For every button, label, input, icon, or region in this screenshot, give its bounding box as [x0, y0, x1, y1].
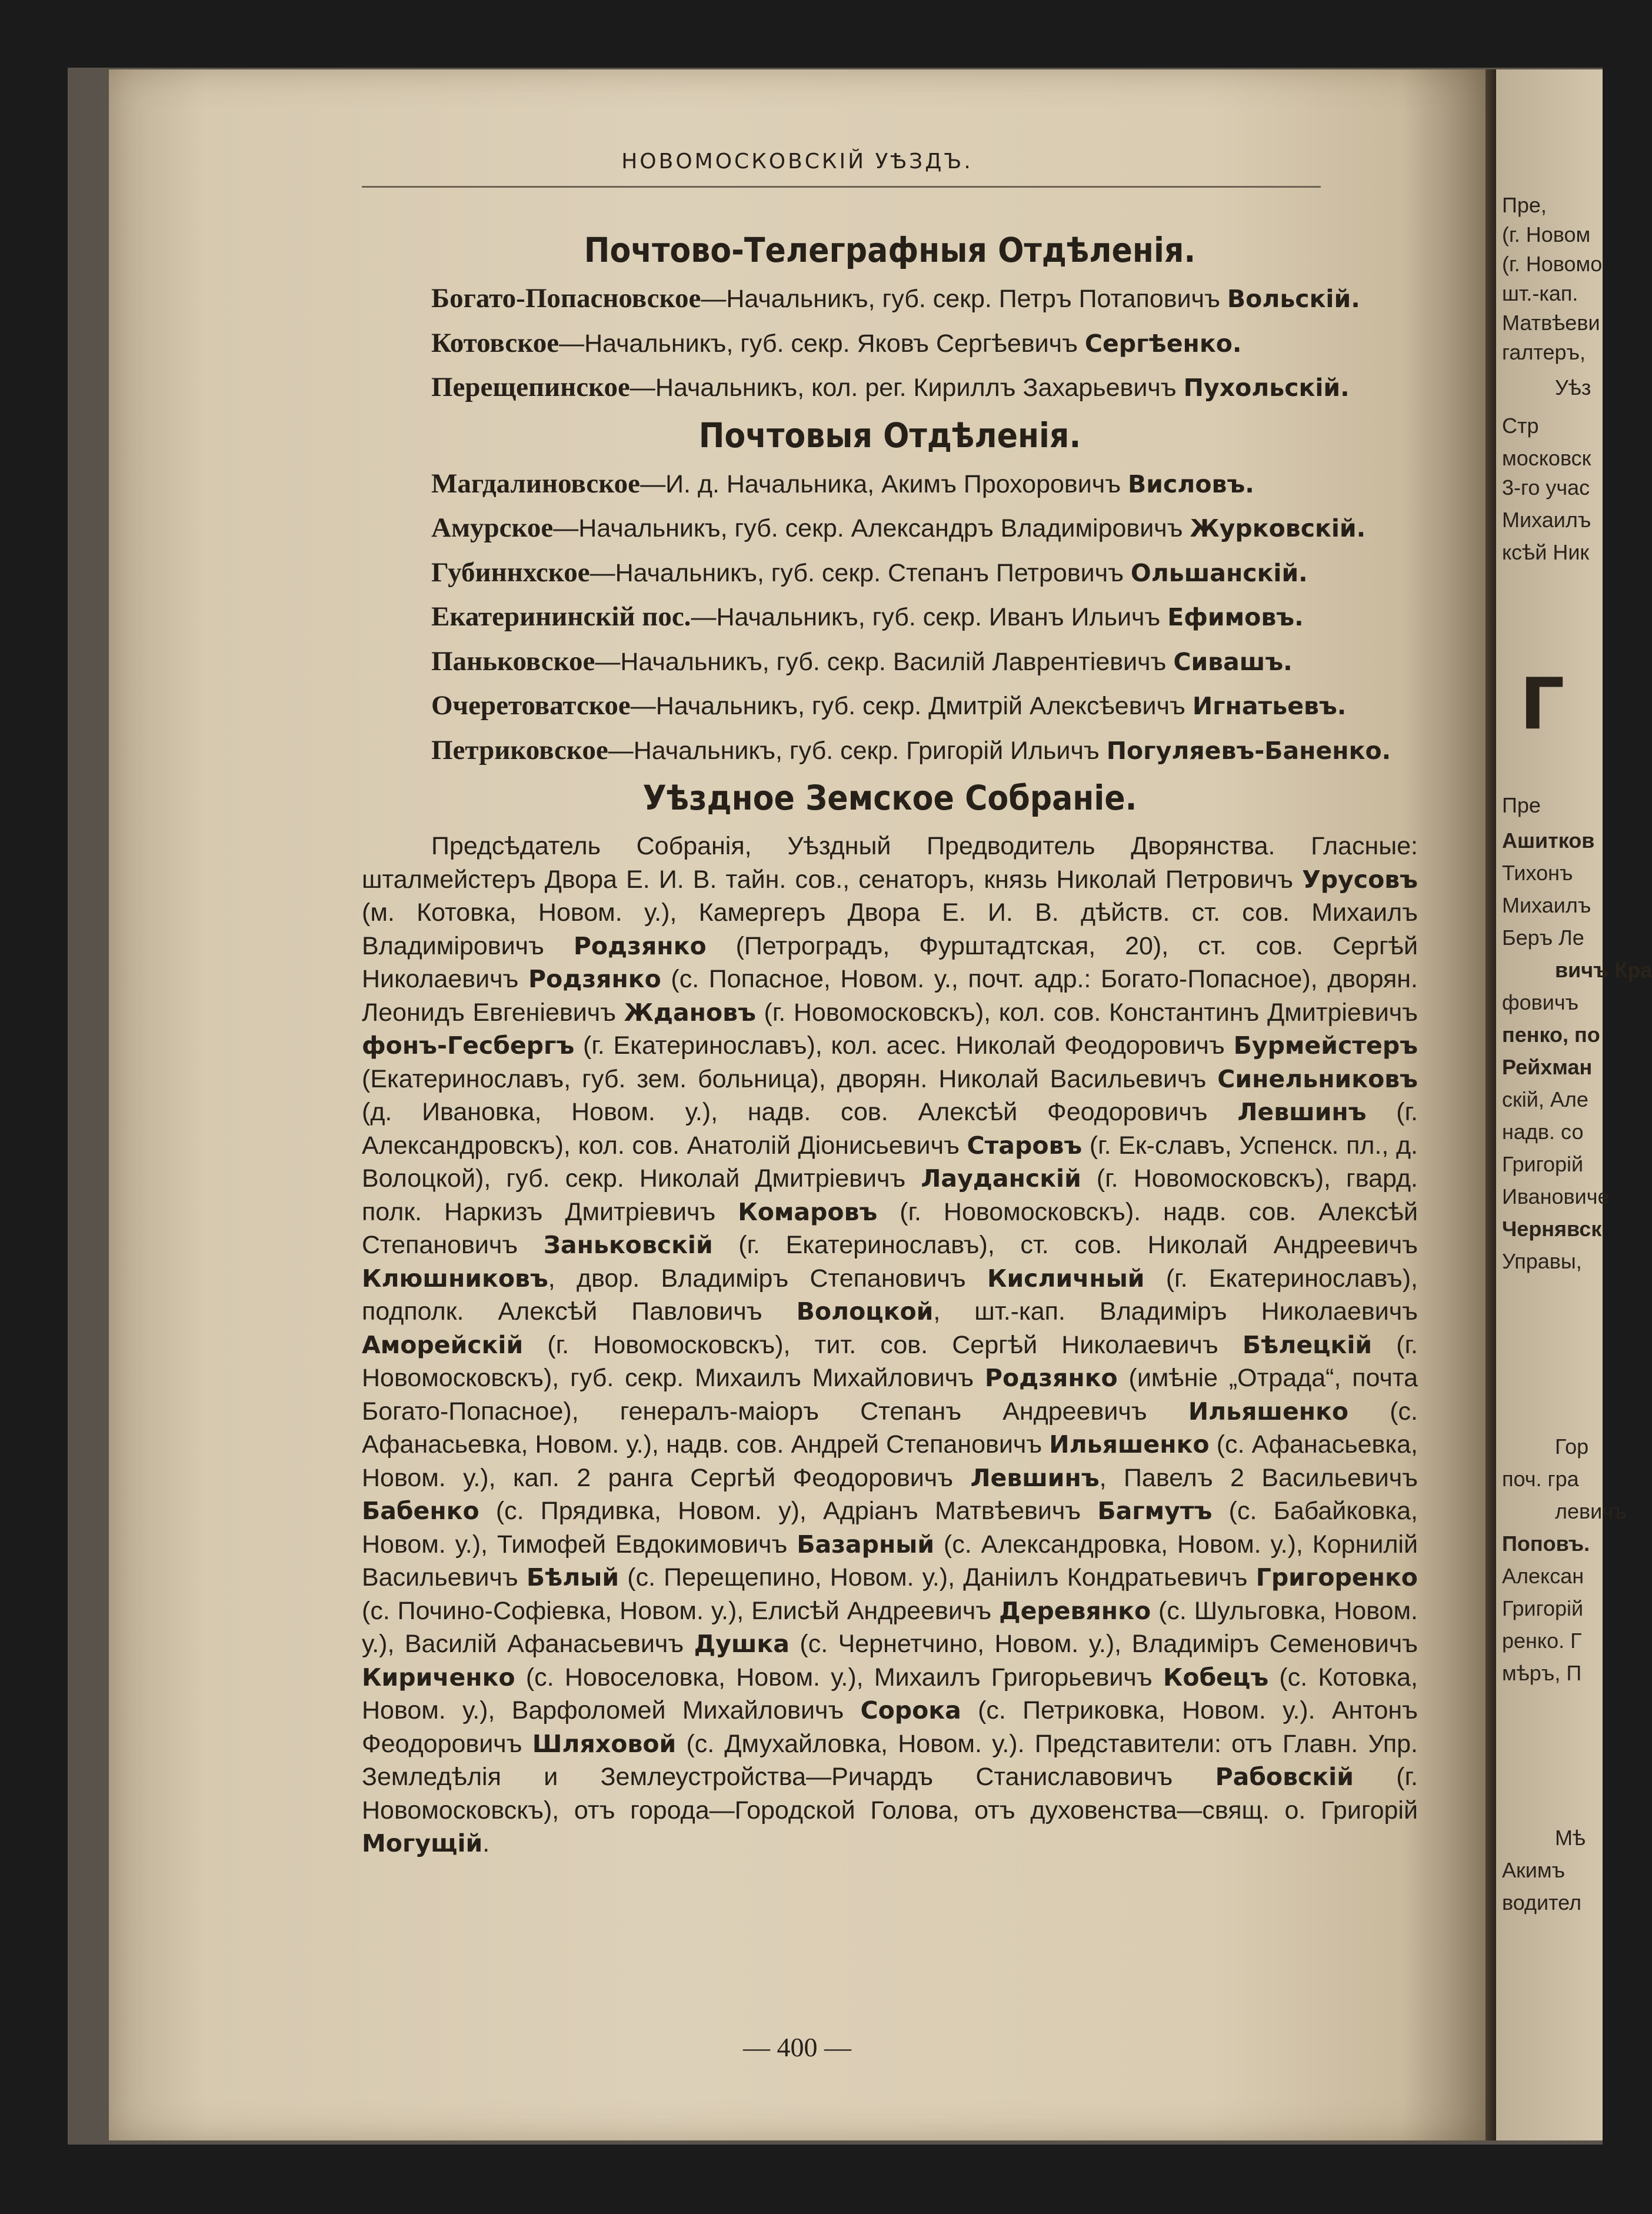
assembly-text: , двор. Владиміръ Степановичъ	[548, 1264, 987, 1293]
right-page-line: Ивановиче	[1502, 1184, 1610, 1208]
member-surname: Волоцкой	[796, 1297, 934, 1326]
office-officer: —Начальникъ, губ. секр. Григорій Ильичъ	[608, 736, 1107, 765]
right-page-line: (г. Новомо	[1502, 252, 1603, 276]
assembly-text: (г. Екатеринославъ), ст. сов. Николай Андреевичъ	[712, 1231, 1418, 1259]
right-page-line: 3-го учас	[1502, 475, 1590, 500]
assembly-text: (с. Дмухайловка, Новом. у.). Представители: отъ Главн. Упр. Земледѣлія и Землеустройства—Ричардъ Станиславовичъ	[362, 1729, 1418, 1791]
office-entry	[362, 327, 1418, 361]
office-entry	[362, 467, 1418, 501]
member-surname: фонъ-Гесбергъ	[362, 1031, 575, 1060]
assembly-text: (с. Перещепино, Новом. у.), Даніилъ Кондратьевичъ	[619, 1563, 1256, 1592]
office-place: Богато-Попасновское	[431, 283, 701, 314]
office-entry	[362, 556, 1418, 590]
right-page-line: Мѣ	[1555, 1826, 1586, 1850]
section-title-post: Почтовыя Отдѣленія.	[698, 415, 1081, 455]
right-page-line: скій, Але	[1502, 1087, 1588, 1111]
right-page-line: мѣръ, П	[1502, 1661, 1582, 1685]
right-page-line: Стр	[1502, 414, 1539, 438]
office-officer: —И. д. Начальника, Акимъ Прохоровичъ	[640, 470, 1128, 498]
member-surname: Родзянко	[573, 931, 707, 960]
member-surname: Урусовъ	[1302, 865, 1418, 894]
member-surname: Бурмейстеръ	[1233, 1031, 1418, 1060]
member-surname: Кисличный	[987, 1264, 1145, 1293]
officer-surname: Игнатьевъ.	[1192, 692, 1347, 720]
right-page-line: Григорій	[1502, 1596, 1584, 1620]
officer-surname: Вольскій.	[1227, 285, 1360, 313]
officer-surname: Погуляевъ-Баненко.	[1106, 736, 1391, 765]
member-surname: Деревянко	[999, 1596, 1151, 1625]
office-place: Паньковское	[431, 645, 595, 677]
right-page-line: Чернявск	[1502, 1217, 1602, 1241]
page-number: — 400 —	[743, 2032, 851, 2062]
right-page-line: галтеръ,	[1502, 340, 1586, 364]
assembly-text: .	[482, 1829, 490, 1857]
officer-surname: Ефимовъ.	[1167, 603, 1304, 631]
office-place: Очеретоватское	[431, 690, 631, 721]
office-place: Магдалиновское	[431, 468, 641, 499]
assembly-text: (г. Ек-славъ, Успенск. пл., д. Волоцкой), губ. секр. Николай Дмитріевичъ	[362, 1131, 1418, 1193]
assembly-text: (имѣніе „Отрада“, почта Богато-Попасное), генералъ-маіоръ Степанъ Андреевичъ	[362, 1364, 1418, 1426]
office-officer: —Начальникъ, губ. секр. Яковъ Сергѣевичъ	[559, 329, 1085, 358]
section-title-assembly: Уѣздное Земское Собраніе.	[642, 778, 1137, 818]
member-surname: Рабовскій	[1215, 1763, 1354, 1791]
office-place: Котовское	[431, 327, 559, 358]
right-page-line: Григорій	[1502, 1152, 1584, 1176]
assembly-text: (г. Александровскъ), кол. сов. Анатолій Діонисьевичъ	[362, 1098, 1418, 1160]
assembly-text: (г. Екатеринославъ), кол. асес. Николай Феодоровичъ	[574, 1031, 1234, 1060]
assembly-text: Предсѣдатель Собранія, Уѣздный Предводитель Дворянства. Гласные: шталмейстеръ Двора Е. И. В. тайн. сов., сенаторъ, князь Николай Петровичъ	[362, 832, 1418, 894]
office-place: Екатерининскій пос.	[431, 601, 691, 632]
office-officer: —Начальникъ, губ. секр. Дмитрій Алексѣевичъ	[630, 692, 1193, 720]
officer-surname: Сергѣенко.	[1084, 329, 1242, 358]
right-page-line: Михаилъ	[1502, 893, 1591, 917]
member-surname: Лауданскій	[921, 1164, 1081, 1193]
right-page-line: надв. со	[1502, 1120, 1584, 1144]
member-surname: Бабенко	[362, 1497, 479, 1525]
assembly-text: (с. Чернетчино, Новом. у.), Владиміръ Семеновичъ	[789, 1630, 1418, 1658]
office-place: Амурское	[431, 512, 554, 543]
assembly-text: (г. Новомосковскъ). надв. сов. Алексѣй Степановичъ	[362, 1197, 1418, 1259]
office-officer: —Начальникъ, кол. рег. Кириллъ Захарьевичъ	[630, 374, 1184, 402]
officer-surname: Сивашъ.	[1173, 647, 1293, 676]
office-officer: —Начальникъ, губ. секр. Василій Лаврентіевичъ	[595, 647, 1174, 676]
office-entry	[362, 511, 1418, 545]
right-page-line: Г	[1520, 664, 1565, 745]
right-page-line: Акимъ	[1502, 1858, 1566, 1882]
right-page-line: фовичъ	[1502, 990, 1579, 1014]
assembly-text: (с. Александровка, Новом. у.), Корнилій Васильевичъ	[362, 1530, 1418, 1592]
right-page-line: Алексан	[1502, 1564, 1584, 1588]
member-surname: Левшинъ	[970, 1463, 1100, 1492]
member-surname: Шляховой	[532, 1729, 677, 1758]
office-entry	[362, 689, 1418, 723]
member-surname: Сорока	[860, 1696, 961, 1724]
member-surname: Кобецъ	[1163, 1663, 1269, 1692]
header-rule	[362, 186, 1321, 188]
right-page-line: пенко, по	[1502, 1023, 1600, 1047]
officer-surname: Журковскій.	[1190, 514, 1366, 542]
office-entry	[362, 371, 1418, 405]
right-page-line: поч. гра	[1502, 1467, 1579, 1491]
assembly-text: (с. Попасное, Новом. у., почт. адр.: Богато-Попасное), дворян. Леонидъ Евгеніевичъ	[362, 965, 1418, 1027]
member-surname: Ильяшенко	[1049, 1430, 1210, 1459]
post-offices-list	[362, 467, 1418, 768]
member-surname: Могущій	[362, 1829, 483, 1857]
book-spine	[1486, 69, 1496, 2140]
right-page-fragment	[1496, 69, 1652, 2140]
member-surname: Левшинъ	[1237, 1098, 1367, 1126]
right-page-line: Беръ Ле	[1502, 925, 1584, 950]
running-head: НОВОМОСКОВСКІЙ УѢЗДЪ.	[621, 149, 973, 174]
right-page-line: Уѣз	[1555, 375, 1591, 399]
right-page-line: Поповъ.	[1502, 1532, 1590, 1556]
right-page-line: Гор	[1555, 1434, 1589, 1459]
assembly-text: (с. Афанасьевка, Новом. у.), надв. сов. Андрей Степановичъ	[362, 1397, 1418, 1459]
member-surname: Ждановъ	[624, 998, 756, 1027]
right-page-line: водител	[1502, 1890, 1581, 1915]
assembly-text: (г. Екатеринославъ), подполк. Алексѣй Павловичъ	[362, 1264, 1418, 1326]
member-surname: Заньковскій	[543, 1231, 713, 1259]
left-page	[109, 69, 1486, 2140]
assembly-text: (с. Бабайковка, Новом. у.), Тимофей Евдокимовичъ	[362, 1497, 1418, 1559]
right-page-line: Управы,	[1502, 1249, 1582, 1273]
member-surname: Синельниковъ	[1217, 1064, 1418, 1093]
right-page-line: Тихонъ	[1502, 861, 1573, 885]
office-officer: —Начальникъ, губ. секр. Петръ Потаповичъ	[701, 285, 1227, 313]
page-content	[362, 219, 1418, 1860]
assembly-text: (с. Афанасьевка, Новом. у.), кап. 2 ранга Сергѣй Феодоровичъ	[362, 1430, 1418, 1492]
assembly-text: (г. Новомосковскъ), тит. сов. Сергѣй Николаевичъ	[523, 1330, 1243, 1359]
assembly-text: (с. Шульговка, Новом. у.), Василій Афанасьевичъ	[362, 1596, 1418, 1658]
assembly-text: (м. Котовка, Новом. у.), Камергеръ Двора Е. И. В. дѣйств. ст. сов. Михаилъ Владиміровичъ	[362, 898, 1418, 960]
right-page-line: московск	[1502, 446, 1591, 470]
right-page-line: Матвѣеви	[1502, 311, 1600, 335]
assembly-paragraph	[362, 830, 1418, 1860]
office-entry	[362, 600, 1418, 634]
officer-surname: Ольшанскій.	[1130, 558, 1308, 587]
member-surname: Бѣлецкій	[1242, 1330, 1373, 1359]
member-surname: Душка	[694, 1630, 790, 1658]
assembly-text: , Павелъ 2 Васильевичъ	[1099, 1463, 1418, 1492]
member-surname: Родзянко	[528, 965, 661, 993]
office-officer: —Начальникъ, губ. секр. Иванъ Ильичъ	[691, 603, 1168, 631]
office-entry	[362, 282, 1418, 316]
right-page-line: левичъ	[1555, 1499, 1627, 1523]
assembly-text: (с. Новоселовка, Новом. у.), Михаилъ Григорьевичъ	[515, 1663, 1163, 1692]
officer-surname: Пухольскій.	[1183, 374, 1350, 402]
telegraph-offices-list	[362, 282, 1418, 405]
office-entry	[362, 734, 1418, 768]
member-surname: Родзянко	[984, 1364, 1118, 1392]
assembly-text: (Петроградъ, Фурштадтская, 20), ст. сов. Сергѣй Николаевичъ	[362, 931, 1418, 993]
right-page-line: Рейхман	[1502, 1055, 1593, 1079]
member-surname: Григоренко	[1255, 1563, 1418, 1592]
office-place: Перещепинское	[431, 372, 630, 402]
assembly-text: (Екатеринославъ, губ. зем. больница), дворян. Николай Васильевичъ	[362, 1064, 1218, 1093]
member-surname: Ильяшенко	[1188, 1397, 1349, 1426]
right-page-line: Пре,	[1502, 193, 1547, 217]
member-surname: Базарный	[797, 1530, 935, 1559]
right-page-line: (г. Новом	[1502, 222, 1591, 247]
assembly-text: (г. Новомосковскъ), гвард. полк. Наркизъ Дмитріевичъ	[362, 1164, 1418, 1226]
right-page-line: ренко. Г	[1502, 1629, 1582, 1653]
officer-surname: Висловъ.	[1128, 470, 1254, 498]
member-surname: Клюшниковъ	[362, 1264, 548, 1293]
right-page-line: Ашитков	[1502, 828, 1595, 853]
assembly-text: (с. Петриковка, Новом. у.). Антонъ Феодоровичъ	[362, 1696, 1418, 1758]
assembly-text: (г. Новомосковскъ), кол. сов. Константинъ Дмитріевичъ	[755, 998, 1418, 1027]
member-surname: Багмутъ	[1097, 1497, 1213, 1525]
assembly-text: , шт.-кап. Владиміръ Николаевичъ	[933, 1297, 1418, 1326]
assembly-text: (д. Ивановка, Новом. у.), надв. сов. Алексѣй Феодоровичъ	[362, 1098, 1238, 1126]
office-place: Петриковское	[431, 734, 608, 765]
assembly-text: (г. Новомосковскъ), отъ города—Городской Голова, отъ духовенства—свящ. о. Григорій	[362, 1763, 1418, 1825]
member-surname: Старовъ	[967, 1131, 1083, 1160]
right-page-line: шт.-кап.	[1502, 281, 1578, 305]
member-surname: Бѣлый	[526, 1563, 620, 1592]
assembly-text: (с. Почино-Софіевка, Новом. у.), Елисѣй Андреевичъ	[362, 1596, 1000, 1625]
right-page-line: Михаилъ	[1502, 508, 1591, 532]
office-entry	[362, 645, 1418, 679]
assembly-text: (г. Новомосковскъ), губ. секр. Михаилъ Михайловичъ	[362, 1330, 1418, 1392]
section-title-telegraph: Почтово-Телеграфныя Отдѣленія.	[584, 230, 1196, 270]
office-place: Губиннхское	[431, 557, 590, 588]
assembly-text: (с. Прядивка, Новом. у), Адріанъ Матвѣевичъ	[479, 1497, 1098, 1525]
right-page-line: ксѣй Ник	[1502, 540, 1590, 564]
right-page-line: вичъ Кра	[1555, 958, 1652, 982]
member-surname: Аморейскій	[362, 1330, 524, 1359]
member-surname: Кириченко	[362, 1663, 515, 1692]
member-surname: Комаровъ	[738, 1197, 878, 1226]
assembly-text: (с. Котовка, Новом. у.), Варфоломей Михайловичъ	[362, 1663, 1418, 1724]
office-officer: —Начальникъ, губ. секр. Александръ Владиміровичъ	[553, 514, 1190, 542]
right-page-line: Пре	[1502, 793, 1541, 817]
office-officer: —Начальникъ, губ. секр. Степанъ Петровичъ	[589, 558, 1131, 587]
